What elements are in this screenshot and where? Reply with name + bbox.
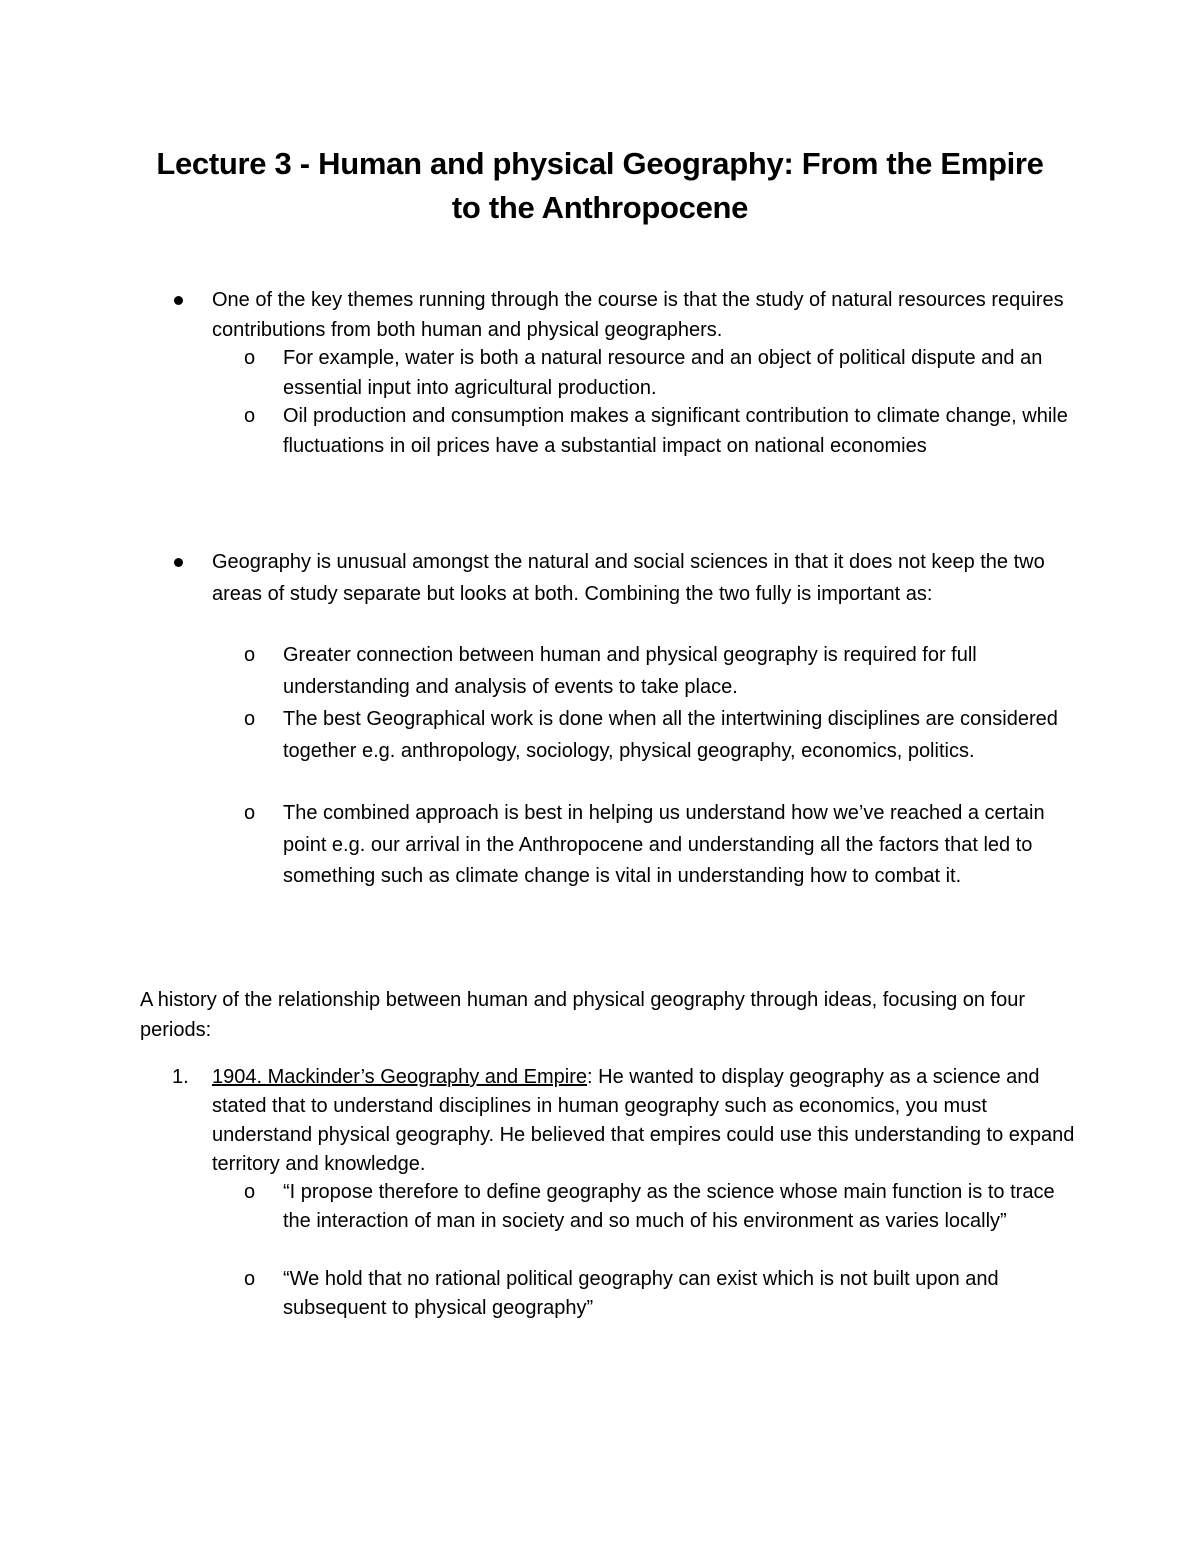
sub-bullet-marker: o — [244, 708, 256, 730]
sub-bullet-item: For example, water is both a natural resource and an object of political dispute and an essential input into agricultural production. — [283, 347, 1043, 399]
list-number: 1. — [172, 1066, 189, 1088]
title-line-1: Lecture 3 - Human and physical Geography: From the Empire — [156, 146, 1044, 181]
sub-bullet-item: Oil production and consumption makes a significant contribution to climate change, while fluctuations in oil prices have a substantial impact on national economies — [283, 405, 1068, 457]
sub-bullet-marker: o — [244, 1181, 256, 1203]
bullet-marker — [174, 558, 183, 567]
sub-bullet-marker: o — [244, 644, 256, 666]
sub-bullet-marker: o — [244, 347, 256, 369]
title-line-2: to the Anthropocene — [451, 190, 749, 225]
quote-item: “We hold that no rational political geography can exist which is not built upon and subsequent to physical geography” — [283, 1268, 999, 1319]
history-intro: A history of the relationship between human and physical geography through ideas, focusing on four periods: — [140, 989, 1026, 1041]
bullet-item: One of the key themes running through the course is that the study of natural resources requires contributions from both human and physical geographers. — [212, 289, 1064, 341]
sub-bullet-item: Greater connection between human and physical geography is required for full understanding and analysis of events to take place. — [283, 644, 977, 698]
sub-bullet-marker: o — [244, 1268, 256, 1290]
page-title — [140, 142, 1060, 230]
period-text: : He wanted to display geography as a science and stated that to understand disciplines in human geography such as economics, you must understand physical geography. He believed that empires could use this understanding to expand territory and knowledge. — [212, 1066, 1075, 1175]
sub-bullet-marker: o — [244, 802, 256, 824]
period-heading: 1904. Mackinder’s Geography and Empire — [212, 1066, 588, 1088]
quote-item: “I propose therefore to define geography as the science whose main function is to trace the interaction of man in society and so much of his environment as varies locally” — [283, 1181, 1055, 1232]
sub-bullet-item: The best Geographical work is done when all the intertwining disciplines are considered together e.g. anthropology, sociology, physical geography, economics, politics. — [283, 708, 1058, 762]
sub-bullet-marker: o — [244, 405, 256, 427]
bullet-item: Geography is unusual amongst the natural and social sciences in that it does not keep the two areas of study separate but looks at both. Combining the two fully is important as: — [212, 551, 1045, 605]
numbered-item — [212, 1063, 1082, 1179]
sub-bullet-item: The combined approach is best in helping us understand how we’ve reached a certain point e.g. our arrival in the Anthropocene and understanding all the factors that led to something such as climate change is vital in understanding how to combat it. — [283, 802, 1045, 887]
bullet-marker — [174, 296, 183, 305]
